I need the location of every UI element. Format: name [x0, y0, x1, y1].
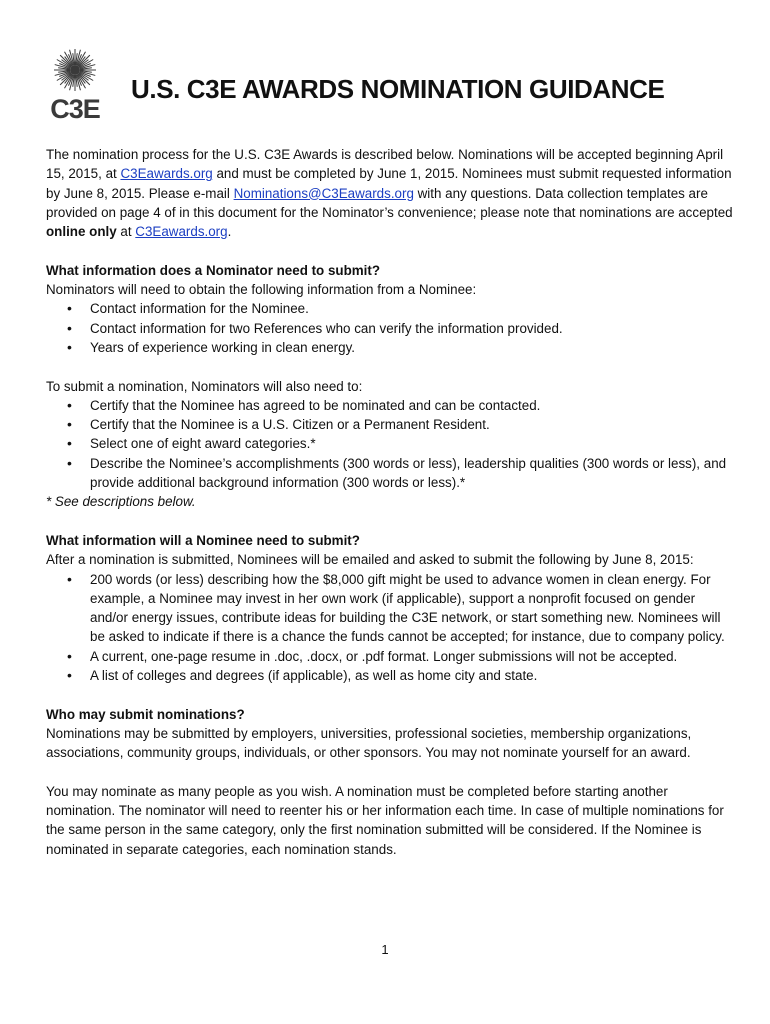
who-paragraph-1: Nominations may be submitted by employers, universities, professional societies, membership organizations, associations, community groups, individuals, or other sponsors. You may not nominate yourself for an award. — [46, 725, 692, 761]
list-item: • Select one of eight award categories.* — [46, 434, 736, 453]
intro-text-3: with any questions. Data collection templates are provided on page 4 of in this document for the Nominator’s convenience; please note that nominations are accepted — [46, 185, 733, 220]
list-item: • Certify that the Nominee is a U.S. Citizen or a Permanent Resident. — [46, 415, 736, 434]
nominator-lead-2: To submit a nomination, Nominators will also need to: — [46, 378, 363, 394]
section-heading-nominator: What information does a Nominator need to submit? — [46, 262, 381, 278]
nominations-email-link[interactable]: Nominations@C3Eawards.org — [233, 185, 414, 201]
c3eawards-link-2[interactable]: C3Eawards.org — [135, 224, 228, 240]
online-only-text: online only — [46, 224, 117, 240]
c3e-logo — [44, 48, 106, 124]
c3eawards-link[interactable]: C3Eawards.org — [120, 166, 213, 182]
nominator-requirements-list — [46, 396, 736, 492]
intro-text-1: The nomination process for the U.S. C3E Awards is described below. Nominations will be accepted beginning April 15, 2015, at — [46, 147, 724, 182]
sunburst-icon — [44, 48, 106, 94]
list-item: • 200 words (or less) describing how the $8,000 gift might be used to advance women in clean energy. For example, a Nominee may invest in her own work (if applicable), support a nonprofit focused on gender and/or energy issues, contribute ideas for building the C3E network, or start something new. Nominees will be asked to indicate if there is a chance the funds cannot be accepted; for instance, due to company policy. — [46, 570, 736, 647]
nominator-lead: Nominators will need to obtain the following information from a Nominee: — [46, 282, 477, 298]
nominator-info-list — [46, 299, 736, 357]
section-heading-nominee: What information will a Nominee need to submit? — [46, 532, 360, 548]
page-number: 1 — [381, 942, 389, 957]
nominee-lead: After a nomination is submitted, Nominees will be emailed and asked to submit the following by June 8, 2015: — [46, 552, 694, 568]
section-heading-who: Who may submit nominations? — [46, 706, 245, 722]
page-title: U.S. C3E AWARDS NOMINATION GUIDANCE — [131, 74, 665, 104]
document-body — [46, 145, 736, 859]
intro-text-5: . — [227, 224, 232, 240]
intro-text-4: at — [116, 224, 136, 240]
who-paragraph-2: You may nominate as many people as you wish. A nomination must be completed before starting another nomination. The nominator will need to reenter his or her information each time. In case of multiple nominations for the same person in the same category, only the first nomination submitted will be considered. If the Nominee is nominated in separate categories, each nomination stands. — [46, 783, 724, 857]
list-item: • Years of experience working in clean energy. — [46, 338, 736, 357]
list-item: • A list of colleges and degrees (if applicable), as well as home city and state. — [46, 666, 736, 685]
nominee-submission-list — [46, 570, 736, 686]
intro-text-2: and must be completed by June 1, 2015. Nominees must submit requested information by June 8, 2015. Please e-mail — [46, 166, 732, 201]
list-item: • Contact information for two References who can verify the information provided. — [46, 319, 736, 338]
list-item: • Certify that the Nominee has agreed to be nominated and can be contacted. — [46, 396, 736, 415]
intro-paragraph — [46, 145, 736, 241]
list-item: • A current, one-page resume in .doc, .docx, or .pdf format. Longer submissions will not be accepted. — [46, 647, 736, 666]
descriptions-note: * See descriptions below. — [46, 494, 196, 510]
logo-text: C3E — [50, 94, 100, 124]
list-item: • Describe the Nominee’s accomplishments (300 words or less), leadership qualities (300 words or less), and provide additional background information (300 words or less).* — [46, 454, 736, 493]
list-item: • Contact information for the Nominee. — [46, 299, 736, 318]
